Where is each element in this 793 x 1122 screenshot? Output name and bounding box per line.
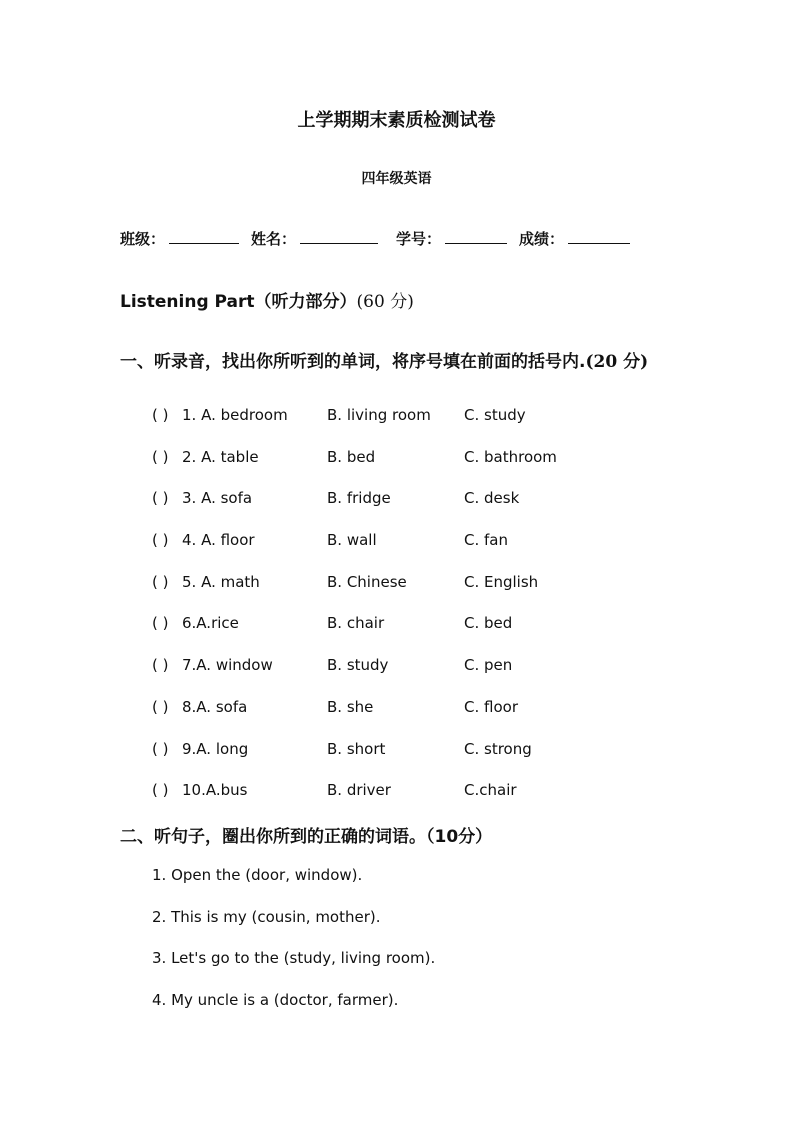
answer-blank[interactable]: ( ) bbox=[152, 572, 169, 591]
exam-subtitle: 四年级英语 bbox=[361, 171, 432, 187]
answer-blank[interactable]: ( ) bbox=[152, 781, 169, 800]
exam-title: 上学期期末素质检测试卷 bbox=[297, 110, 496, 131]
name-field[interactable]: 姓名： bbox=[251, 228, 378, 249]
part-heading: Listening Part（听力部分）(60 分) bbox=[120, 292, 414, 312]
sentence-list bbox=[152, 866, 435, 1032]
question-row: ( ) 2. A. table B. bed C. bathroom bbox=[152, 447, 557, 466]
section2-heading: 二、听句子，圈出你所到的正确的词语。（10分） bbox=[120, 827, 493, 847]
question-list bbox=[152, 406, 557, 823]
answer-blank[interactable]: ( ) bbox=[152, 656, 169, 675]
answer-blank[interactable]: ( ) bbox=[152, 489, 169, 508]
question-row: ( ) 5. A. math B. Chinese C. English bbox=[152, 572, 539, 591]
question-row: ( ) 6.A.rice B. chair C. bed bbox=[152, 614, 513, 633]
section1-heading: 一、听录音，找出你所听到的单词，将序号填在前面的括号内.(20 分) bbox=[120, 352, 649, 372]
answer-blank[interactable]: ( ) bbox=[152, 447, 169, 466]
student-info-line bbox=[120, 228, 642, 249]
sentence-item: 3. Let's go to the (study, living room). bbox=[152, 949, 436, 967]
question-row: ( ) 7.A. window B. study C. pen bbox=[152, 656, 513, 675]
answer-blank[interactable]: ( ) bbox=[152, 531, 169, 550]
class-field[interactable]: 班级： bbox=[120, 228, 239, 249]
answer-blank[interactable]: ( ) bbox=[152, 406, 169, 424]
sentence-item: 2. This is my (cousin, mother). bbox=[152, 907, 381, 926]
answer-blank[interactable]: ( ) bbox=[152, 739, 169, 758]
question-row: ( ) 1. A. bedroom B. living room C. study bbox=[152, 406, 526, 424]
answer-blank[interactable]: ( ) bbox=[152, 614, 169, 633]
question-row: ( ) 3. A. sofa B. fridge C. desk bbox=[152, 489, 520, 508]
question-row: ( ) 4. A. floor B. wall C. fan bbox=[152, 531, 508, 550]
question-row: ( ) 10.A.bus B. driver C.chair bbox=[152, 781, 517, 800]
answer-blank[interactable]: ( ) bbox=[152, 697, 169, 716]
question-row: ( ) 9.A. long B. short C. strong bbox=[152, 739, 532, 758]
score-field[interactable]: 成绩： bbox=[519, 228, 630, 249]
sentence-item: 1. Open the (door, window). bbox=[152, 866, 363, 884]
question-row: ( ) 8.A. sofa B. she C. floor bbox=[152, 697, 518, 716]
student-number-field[interactable]: 学号： bbox=[396, 228, 507, 249]
sentence-item: 4. My uncle is a (doctor, farmer). bbox=[152, 990, 399, 1009]
